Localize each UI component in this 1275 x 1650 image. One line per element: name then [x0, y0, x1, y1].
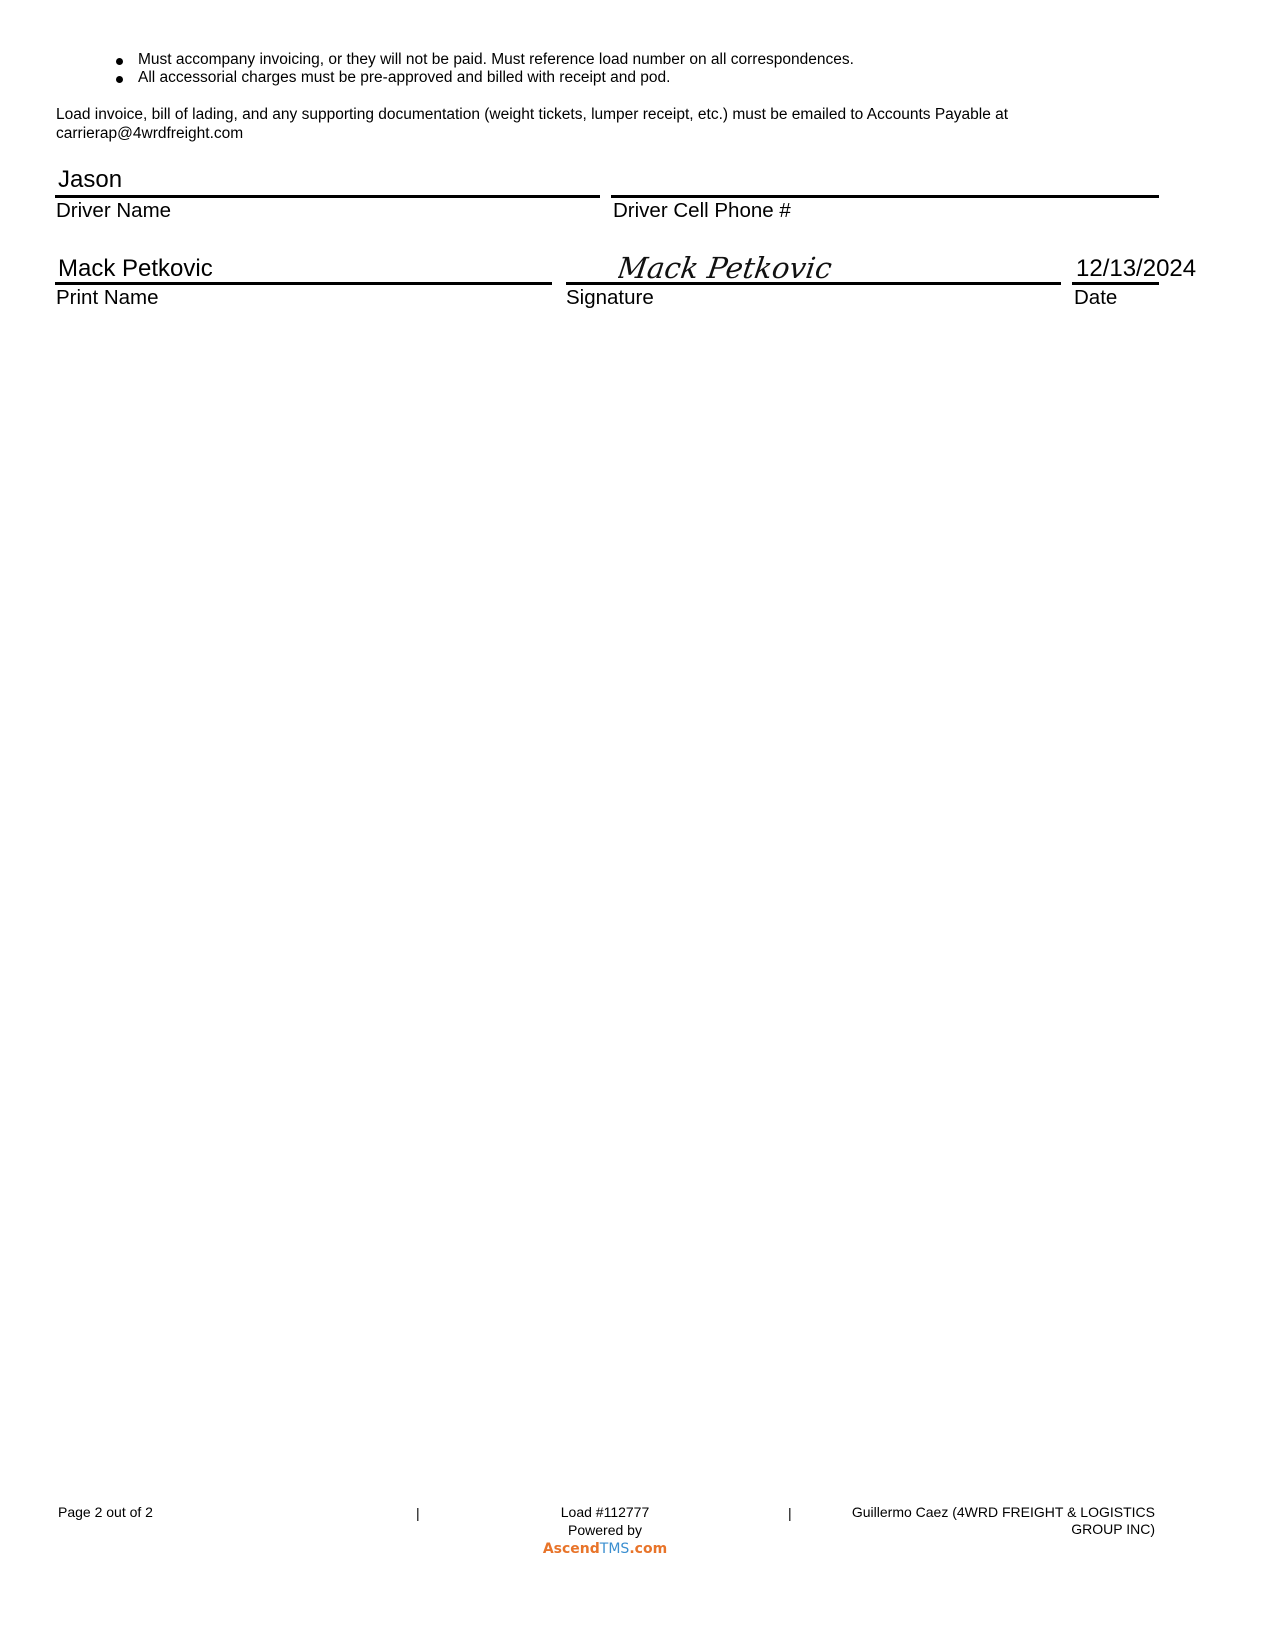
signature-line	[566, 282, 1061, 285]
load-number: Load #112777	[560, 1504, 650, 1520]
documentation-note: Load invoice, bill of lading, and any supporting documentation (weight tickets, lumper receipt, etc.) must be emailed to Accounts Payable at carrierap@4wrdfreight.com	[56, 106, 1009, 142]
signature-label: Signature	[566, 286, 654, 309]
brand-com: .com	[629, 1541, 668, 1557]
handwritten-signature	[618, 252, 858, 293]
company-line-1: Guillermo Caez (4WRD FREIGHT & LOGISTICS	[851, 1504, 1155, 1520]
list-item	[104, 69, 854, 87]
bullet-icon	[116, 58, 123, 65]
date-value: 12/13/2024	[1076, 255, 1197, 282]
bullet-icon	[116, 76, 123, 83]
powered-by-label: Powered by	[568, 1522, 642, 1538]
brand-ascend: Ascend	[542, 1541, 600, 1557]
list-item-text: All accessorial charges must be pre-approved and billed with receipt and pod.	[138, 69, 671, 86]
brand-tms: TMS	[599, 1541, 630, 1557]
print-name-line	[55, 282, 552, 285]
driver-name-label: Driver Name	[56, 199, 172, 222]
footer-separator: |	[788, 1505, 792, 1521]
list-item	[104, 51, 854, 69]
print-name-label: Print Name	[56, 286, 159, 309]
date-line	[1072, 282, 1159, 285]
footer-separator: |	[416, 1505, 420, 1521]
driver-name-value: Jason	[58, 166, 123, 193]
svg-text:Mack Petkovic: Mack Petkovic	[618, 252, 834, 285]
powered-by	[505, 1521, 705, 1558]
print-name-value: Mack Petkovic	[58, 255, 213, 282]
requirements-list	[104, 51, 854, 87]
driver-phone-line	[611, 195, 1159, 198]
driver-phone-label: Driver Cell Phone #	[613, 199, 791, 222]
list-item-text: Must accompany invoicing, or they will not be paid. Must reference load number on all correspondences.	[138, 51, 854, 68]
page-number: Page 2 out of 2	[58, 1504, 153, 1520]
driver-name-line	[55, 195, 600, 198]
date-label: Date	[1074, 286, 1118, 309]
company-line-2: GROUP INC)	[1071, 1521, 1155, 1537]
